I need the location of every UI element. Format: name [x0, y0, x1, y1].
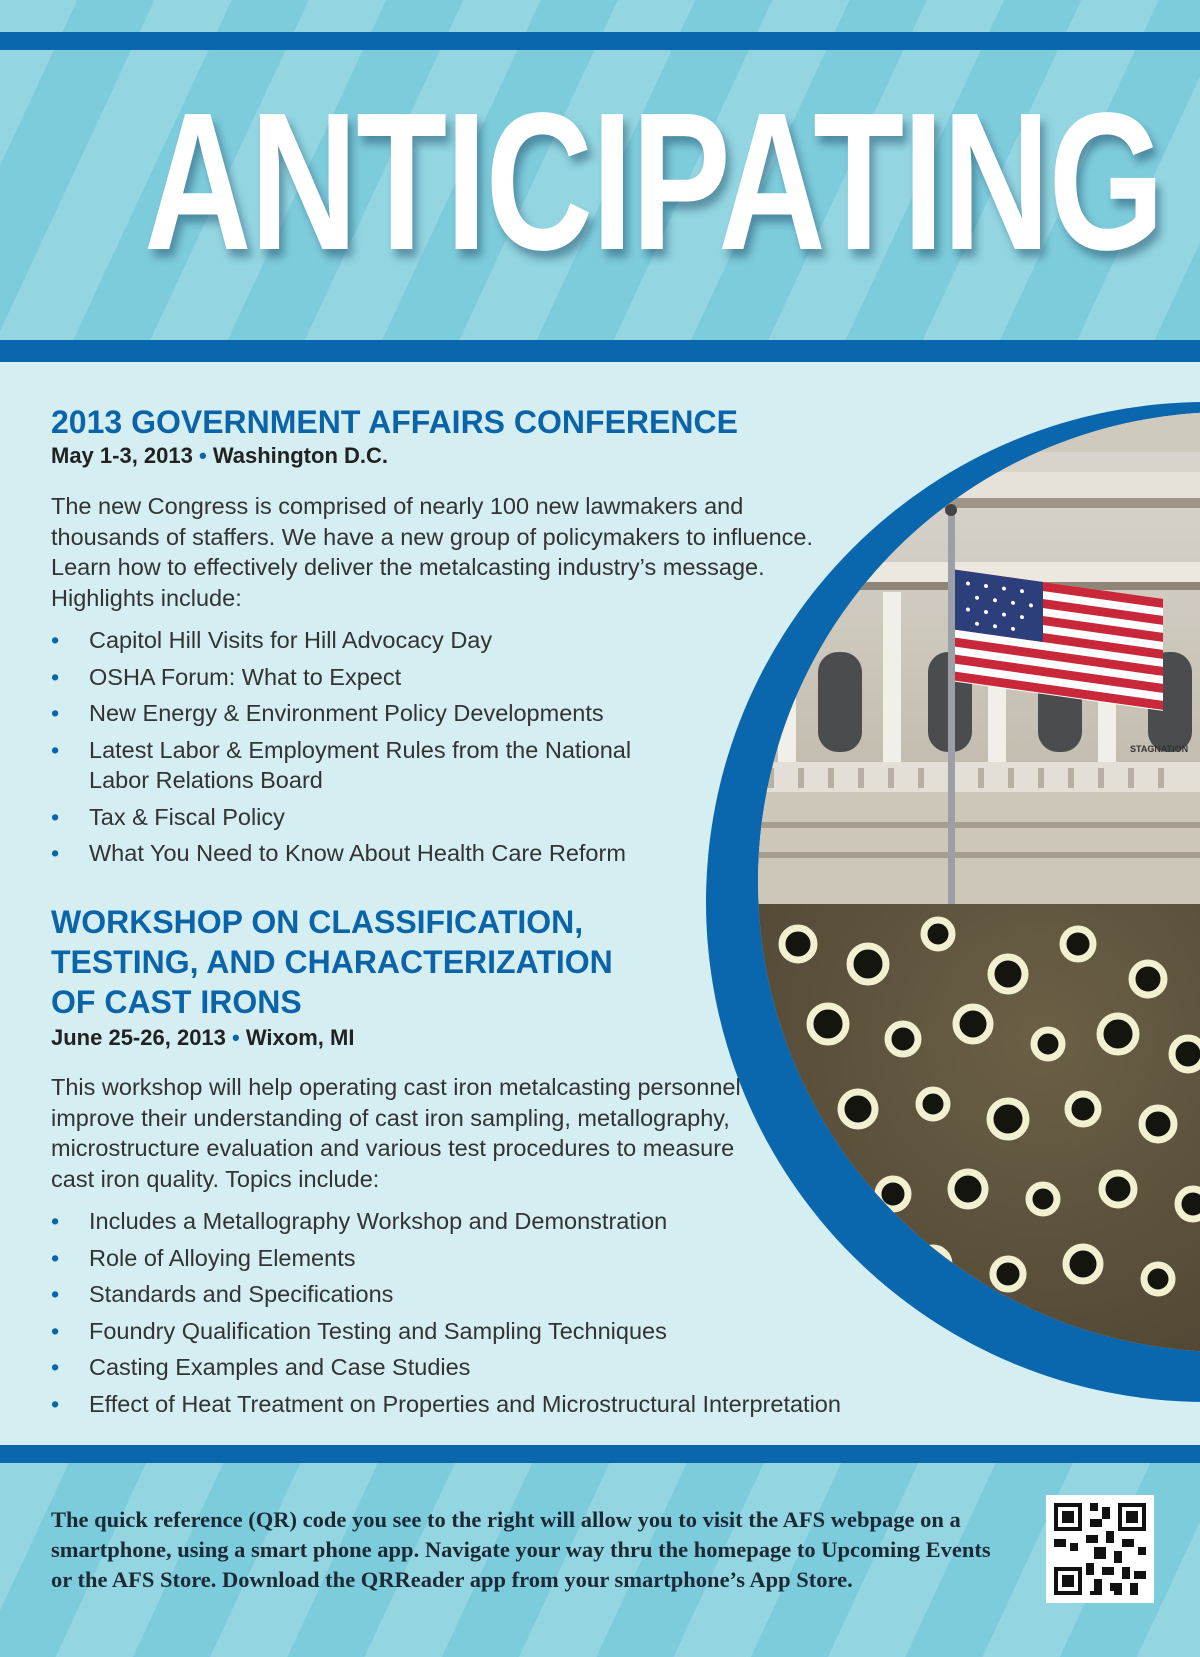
conference-highlights-list — [51, 625, 691, 875]
workshop-date-location — [51, 1024, 354, 1052]
list-item: • Includes a Metallography Workshop and Demonstration — [51, 1206, 1051, 1237]
workshop-title — [51, 902, 613, 1022]
qr-instructions: The quick reference (QR) code you see to the right will allow you to visit the AFS webpage on a smartphone, using a smart phone app. Navigate your way thru the homepage to Upcoming Events or the AFS Store. Download the QRReader app from your smartphone’s App Store. — [51, 1507, 991, 1592]
conference-date: May 1-3, 2013 — [51, 443, 193, 468]
list-item: • Foundry Qualification Testing and Sampling Techniques — [51, 1316, 1051, 1347]
capitol-photo — [758, 412, 1200, 904]
header-band — [0, 0, 1200, 362]
workshop-title-line: OF CAST IRONS — [51, 984, 302, 1020]
list-item: • Tax & Fiscal Policy — [51, 802, 691, 833]
workshop-location: Wixom, MI — [245, 1025, 355, 1050]
list-item: • Latest Labor & Employment Rules from the National Labor Relations Board — [51, 735, 691, 796]
list-item: • New Energy & Environment Policy Developments — [51, 698, 691, 729]
list-item: • Standards and Specifications — [51, 1279, 1051, 1310]
bullet-separator: • — [199, 443, 207, 468]
headline: ANTICIPATING — [144, 72, 1163, 291]
list-item: • Capitol Hill Visits for Hill Advocacy Day — [51, 625, 691, 656]
qr-code-icon[interactable] — [1046, 1495, 1154, 1603]
workshop-topics-list — [51, 1206, 1051, 1425]
conference-date-location — [51, 442, 388, 470]
workshop-title-line: WORKSHOP ON CLASSIFICATION, — [51, 904, 584, 940]
header-top-stripe — [0, 32, 1200, 50]
footer-stripe — [0, 1445, 1200, 1463]
workshop-title-line: TESTING, AND CHARACTERIZATION — [51, 944, 613, 980]
conference-title: 2013 GOVERNMENT AFFAIRS CONFERENCE — [51, 404, 738, 440]
workshop-date: June 25-26, 2013 — [51, 1025, 226, 1050]
conference-location: Washington D.C. — [212, 443, 388, 468]
header-bottom-stripe — [0, 340, 1200, 362]
american-flag-icon — [955, 570, 1163, 711]
list-item: • Effect of Heat Treatment on Properties and Microstructural Interpretation — [51, 1389, 1051, 1420]
capitol-dome-illustration — [758, 412, 1200, 904]
bullet-separator: • — [232, 1025, 240, 1050]
list-item: • Casting Examples and Case Studies — [51, 1352, 1051, 1383]
svg-text:STAGNATION: STAGNATION — [1130, 744, 1189, 754]
footer-band — [0, 1445, 1200, 1657]
workshop-intro: This workshop will help operating cast iron metalcasting personnel improve their understanding of cast iron sampling, metallography, microstructure evaluation and various test procedures to measure cast iron quality. Topics include: — [51, 1074, 741, 1192]
list-item: • What You Need to Know About Health Care Reform — [51, 838, 691, 869]
list-item: • OSHA Forum: What to Expect — [51, 662, 691, 693]
list-item: • Role of Alloying Elements — [51, 1243, 1051, 1274]
conference-intro: The new Congress is comprised of nearly 100 new lawmakers and thousands of staffers. We have a new group of policymakers to influence. Learn how to effectively deliver the metalcasting industry’s message. Highlights include: — [51, 493, 814, 611]
